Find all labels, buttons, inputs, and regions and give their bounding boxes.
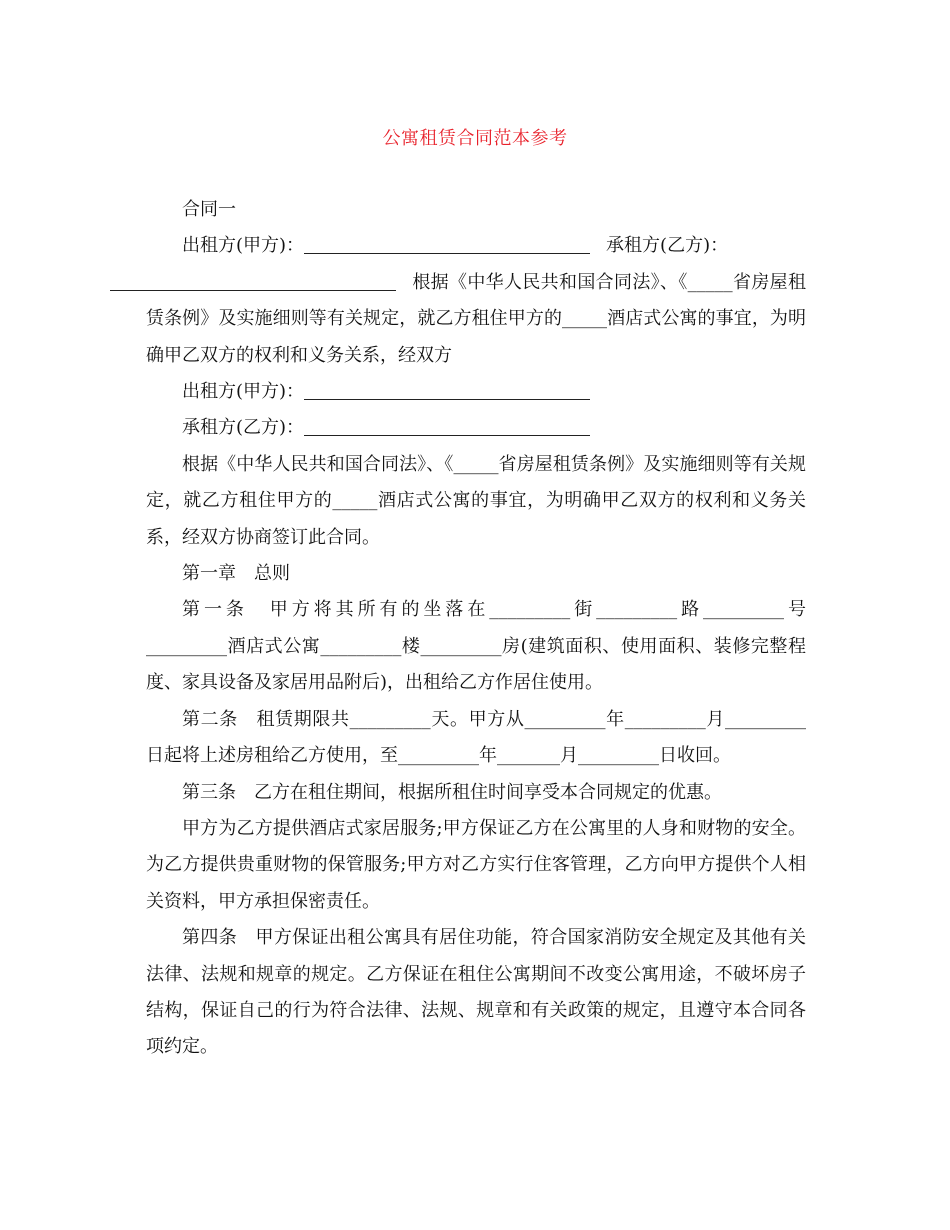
document-title: 公寓租赁合同范本参考 (382, 128, 568, 149)
article-2: 第二条 租赁期限共_________天。甲方从_________年_________月_________日起将上述房租给乙方使用，至_________年_______月_________日收回。 (146, 708, 806, 767)
chapter-heading: 第一章 总则 (182, 563, 290, 585)
article-3: 第三条 乙方在租住期间，根据所租住时间享受本合同规定的优惠。 (182, 781, 722, 803)
parties-lessee-row (146, 410, 806, 446)
basis-paragraph: 根据《中华人民共和国合同法》、《_____省房屋租赁条例》及实施细则等有关规定，就乙方租住甲方的_____酒店式公寓的事宜，为明确甲乙双方的权利和义务关系，经双方协商签订此合同。 (146, 453, 806, 548)
parties-lessor-row (146, 374, 806, 410)
parties-lessee-label: 承租方(乙方)： (182, 417, 305, 439)
contract-label: 合同一 (182, 199, 236, 220)
lessee-blank-line (110, 271, 396, 291)
parties-lessee-line (304, 416, 590, 436)
parties-lessor-label: 出租方(甲方)： (182, 381, 305, 403)
article-4: 第四条 甲方保证出租公寓具有居住功能，符合国家消防安全规定及其他有关法律、法规和规章的规定。乙方保证在租住公寓期间不改变公寓用途，不破坏房子结构，保证自己的行为符合法律、法规、规章和有关政策的规定，且遵守本合同各项约定。 (146, 927, 806, 1058)
intro-lessor-label: 出租方(甲方)： (182, 235, 305, 257)
article-1: 第一条 甲方将其所有的坐落在_________街_________路_________号_________酒店式公寓_________楼_________房(建筑面积、使用面积、装修完整程度、家具设备及家居用品附后)，出租给乙方作居住使用。 (146, 599, 806, 694)
parties-lessor-line (304, 380, 590, 400)
intro-basis-text: 根据《中华人民共和国合同法》、《_____省房屋租赁条例》及实施细则等有关规定，就乙方租住甲方的_____酒店式公寓的事宜，为明确甲乙双方的权利和义务关系，经双方 (146, 271, 806, 366)
lessor-blank-line (304, 234, 590, 254)
intro-lessee-label: 承租方(乙方)： (606, 235, 729, 257)
document-body (146, 192, 806, 1066)
article-3-detail: 甲方为乙方提供酒店式家居服务;甲方保证乙方在公寓里的人身和财物的安全。为乙方提供贵重财物的保管服务;甲方对乙方实行住客管理，乙方向甲方提供个人相关资料，甲方承担保密责任。 (146, 817, 806, 912)
intro-paragraph (146, 228, 806, 374)
